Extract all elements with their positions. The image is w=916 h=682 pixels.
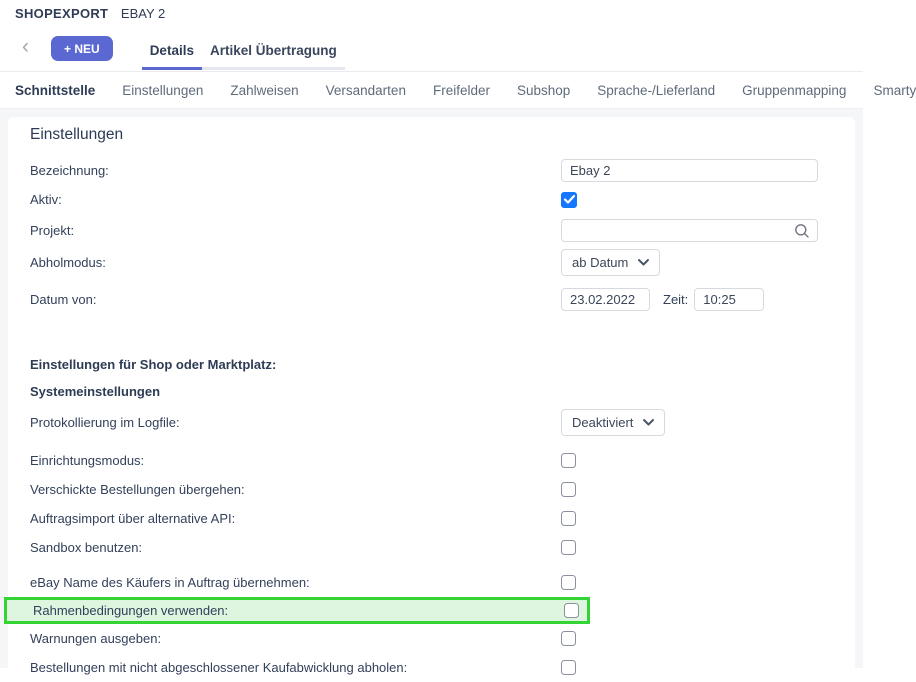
checkbox-row-label: Warnungen ausgeben: — [30, 631, 162, 646]
subnav-item[interactable]: Smarty — [873, 82, 916, 98]
subnav-item[interactable]: Subshop — [516, 82, 571, 98]
checkbox[interactable] — [561, 511, 576, 526]
bezeichnung-label: Bezeichnung: — [30, 162, 109, 178]
abholmodus-select[interactable] — [561, 249, 660, 276]
checkbox-row-label: Bestellungen mit nicht abgeschlossener Kaufabwicklung abholen: — [30, 660, 408, 675]
checkbox[interactable] — [561, 660, 576, 675]
field-row-abholmodus — [30, 249, 855, 276]
protokollierung-label: Protokollierung im Logfile: — [30, 414, 180, 430]
checkbox[interactable] — [561, 575, 576, 590]
subnav-item[interactable]: Sprache-/Lieferland — [597, 82, 716, 98]
field-row-datum-von — [30, 287, 855, 311]
field-row-protokollierung — [30, 408, 855, 436]
checkbox[interactable] — [561, 540, 576, 555]
subnav-item[interactable]: Schnittstelle — [15, 82, 96, 98]
field-row-bezeichnung — [30, 158, 855, 182]
search-icon[interactable] — [794, 223, 810, 239]
checkbox-row — [30, 653, 855, 682]
aktiv-checkbox[interactable] — [561, 192, 577, 208]
checkbox-row — [30, 568, 855, 597]
subnav-item[interactable]: Einstellungen — [122, 82, 204, 98]
subnav — [0, 72, 916, 109]
checkbox[interactable] — [561, 482, 576, 497]
checkbox-row-label: eBay Name des Käufers in Auftrag übernehmen: — [30, 575, 310, 590]
chevron-down-icon — [638, 259, 649, 266]
checkbox-row — [30, 504, 855, 533]
app-header — [0, 0, 863, 22]
checkbox-row-label: Rahmenbedingungen verwenden: — [33, 603, 229, 618]
chevron-down-icon — [643, 419, 654, 426]
checkbox-row-label: Sandbox benutzen: — [30, 540, 143, 555]
projekt-search-field — [561, 219, 818, 242]
datum-von-label: Datum von: — [30, 291, 97, 307]
checkbox-row — [30, 624, 855, 653]
checkbox[interactable] — [564, 603, 579, 618]
tab[interactable]: Artikel Übertragung — [202, 43, 345, 70]
checkbox[interactable] — [561, 453, 576, 468]
subnav-item[interactable]: Freifelder — [432, 82, 490, 98]
checkmark-icon — [564, 195, 575, 204]
protokollierung-select[interactable] — [561, 409, 665, 436]
field-row-projekt — [30, 218, 855, 242]
protokollierung-value: Deaktiviert — [572, 414, 634, 430]
zeit-label: Zeit: — [663, 291, 689, 307]
datum-von-controls — [561, 288, 855, 311]
new-button[interactable]: + NEU — [51, 36, 113, 61]
system-section-title: Systemeinstellungen — [30, 384, 161, 399]
back-icon[interactable]: ‹ — [22, 35, 29, 58]
system-checkbox-list — [30, 446, 855, 682]
checkbox-row-label: Auftragsimport über alternative API: — [30, 511, 236, 526]
tabs — [142, 43, 345, 71]
field-row-aktiv — [30, 191, 855, 208]
checkbox-row — [30, 446, 855, 475]
checkbox-row-label: Einrichtungsmodus: — [30, 453, 145, 468]
settings-card — [8, 117, 855, 675]
projekt-input[interactable] — [561, 219, 818, 242]
checkbox-row — [30, 533, 855, 562]
subnav-item[interactable]: Versandarten — [325, 82, 406, 98]
toolbar — [0, 22, 863, 72]
checkbox-row — [4, 597, 590, 624]
projekt-label: Projekt: — [30, 222, 75, 238]
record-title: EBAY 2 — [120, 6, 166, 21]
abholmodus-value: ab Datum — [572, 255, 629, 270]
tab[interactable]: Details — [142, 43, 202, 70]
content-area — [0, 109, 863, 675]
app-title: SHOPEXPORT — [15, 6, 109, 21]
bezeichnung-input[interactable] — [561, 159, 818, 182]
marktplatz-section-title: Einstellungen für Shop oder Marktplatz: — [30, 357, 277, 372]
subnav-item[interactable]: Zahlweisen — [230, 82, 299, 98]
abholmodus-label: Abholmodus: — [30, 255, 106, 270]
checkbox-row — [30, 475, 855, 504]
checkbox[interactable] — [561, 631, 576, 646]
section-title: Einstellungen — [30, 126, 124, 143]
datum-von-input[interactable] — [561, 288, 650, 311]
aktiv-label: Aktiv: — [30, 192, 62, 207]
zeit-input[interactable] — [694, 288, 764, 311]
checkbox-row-label: Verschickte Bestellungen übergehen: — [30, 482, 245, 497]
subnav-item[interactable]: Gruppenmapping — [742, 82, 847, 98]
